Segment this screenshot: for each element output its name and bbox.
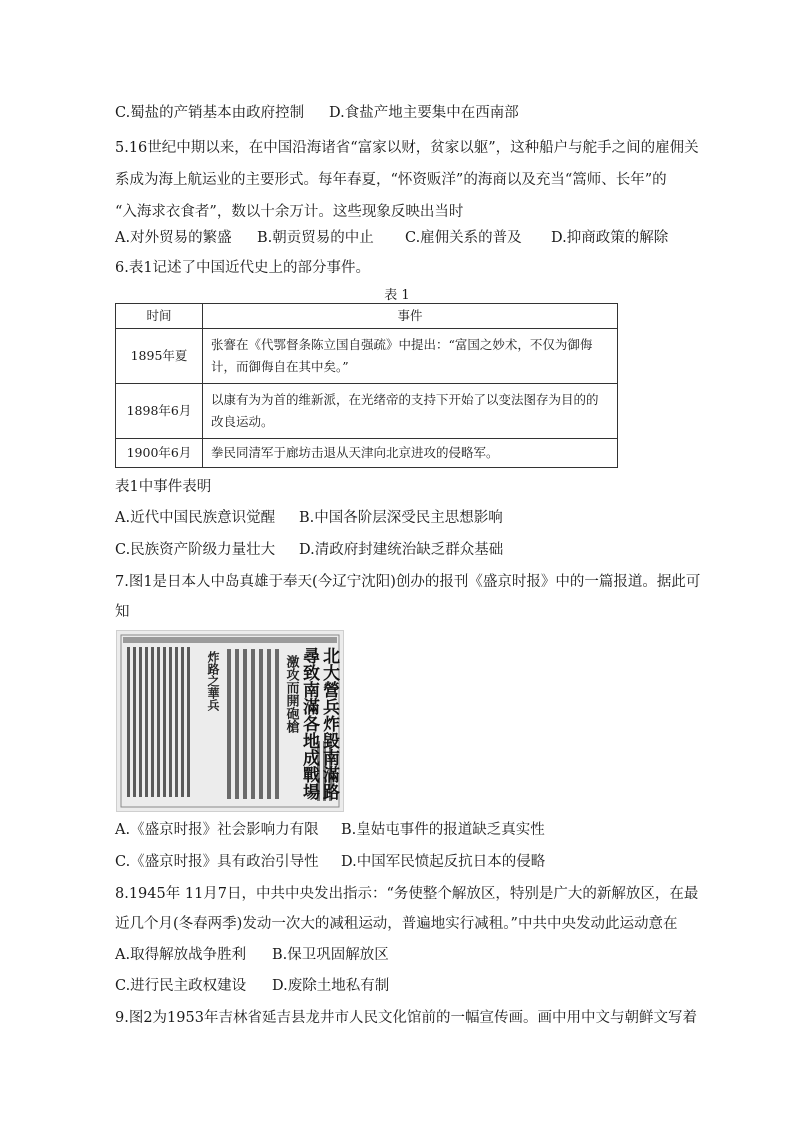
- q5-stem-line-2: 系成为海上航运业的主要形式。每年春夏，“怀资贩洋”的海商以及充当“篙师、长年”的: [115, 172, 667, 188]
- q7-options-ab: [115, 820, 545, 840]
- headline-1: 北大營兵炸毀南滿路: [319, 647, 339, 800]
- table-cell-event: 拳民同清军于廊坊击退从天津向北京进攻的侵略军。: [203, 439, 618, 468]
- q6-options-ab: [115, 508, 503, 528]
- table-cell-event: 张謇在《代鄂督条陈立国自强疏》中提出：“富国之妙术，不仅为御侮计，而御侮自在其中矣。”: [203, 329, 618, 384]
- q7-option-c: C.《盛京时报》具有政治引导性: [115, 854, 319, 870]
- q8-option-d: D.废除土地私有制: [272, 978, 390, 994]
- q8-stem-line-2: 近几个月(冬春两季)发动一次大的减租运动，普遍地实行减租。”中共中央发动此运动意在: [115, 916, 678, 932]
- q7-stem-line-2: 知: [115, 604, 130, 620]
- q5-option-d: D.抑商政策的解除: [551, 230, 669, 246]
- table-header-time: 时间: [116, 304, 203, 329]
- table-cell-time: 1900年6月: [116, 439, 203, 468]
- q5-stem-line-1: 5.16世纪中期以来，在中国沿海诸省“富家以财，贫家以躯”，这种船户与舵手之间的雇佣关: [115, 140, 699, 156]
- q9-stem-line-1: 9.图2为1953年吉林省延吉县龙井市人民文化馆前的一幅宣传画。画中用中文与朝鲜文写着: [115, 1010, 697, 1026]
- q6-option-b: B.中国各阶层深受民主思想影响: [299, 510, 503, 526]
- q5-option-b: B.朝贡贸易的中止: [257, 230, 374, 246]
- q8-option-c: C.进行民主政权建设: [115, 978, 247, 994]
- q7-option-b: B.皇姑屯事件的报道缺乏真实性: [341, 822, 545, 838]
- q6-options-cd: [115, 540, 503, 560]
- table-row: [116, 439, 618, 468]
- events-table: [115, 303, 618, 468]
- table-header-event: 事件: [203, 304, 618, 329]
- table-caption: 表 1: [384, 288, 410, 303]
- table-cell-time: 1895年夏: [116, 329, 203, 384]
- table-cell-event: 以康有为为首的维新派，在光绪帝的支持下开始了以变法图存为目的的改良运动。: [203, 384, 618, 439]
- q8-option-a: A.取得解放战争胜利: [115, 947, 247, 963]
- q7-stem-line-1: 7.图1是日本人中岛真雄于奉天(今辽宁沈阳)创办的报刊《盛京时报》中的一篇报道。据此可: [115, 574, 701, 590]
- q5-stem-line-3: “入海求衣食者”，数以十余万计。这些现象反映出当时: [115, 204, 464, 220]
- table-row: [116, 384, 618, 439]
- q8-stem-line-1: 8.1945年 11月7日，中共中央发出指示：“务使整个解放区，特别是广大的新解放区，在最: [115, 886, 699, 902]
- q4-option-d: D.食盐产地主要集中在西南部: [329, 105, 519, 121]
- q6-option-a: A.近代中国民族意识觉醒: [115, 510, 276, 526]
- q7-option-d: D.中国军民愤起反抗日本的侵略: [341, 854, 546, 870]
- headline-2: 尋致南滿各地成戰場: [299, 647, 319, 800]
- q7-options-cd: [115, 852, 545, 872]
- subheadline-2: 炸路之華兵: [206, 651, 220, 711]
- q8-options-cd: [115, 976, 389, 996]
- q5-option-a: A.对外贸易的繁盛: [115, 230, 232, 246]
- subheadline-1: 激攻而開砲槍: [283, 655, 299, 733]
- q4-options-cd: [115, 103, 519, 123]
- newspaper-scan: [117, 631, 343, 811]
- q8-option-b: B.保卫巩固解放区: [272, 947, 389, 963]
- table-cell-time: 1898年6月: [116, 384, 203, 439]
- table-row: [116, 329, 618, 384]
- q5-option-c: C.雇佣关系的普及: [405, 230, 522, 246]
- q7-option-a: A.《盛京时报》社会影响力有限: [115, 822, 319, 838]
- q6-stem: 6.表1记述了中国近代史上的部分事件。: [115, 260, 371, 276]
- q6-option-c: C.民族资产阶级力量壮大: [115, 542, 276, 558]
- q6-after-table: 表1中事件表明: [115, 479, 212, 495]
- q6-option-d: D.清政府封建统治缺乏群众基础: [299, 542, 504, 558]
- newspaper-clipping-image: [116, 630, 344, 812]
- q8-options-ab: [115, 945, 389, 965]
- q4-option-c: C.蜀盐的产销基本由政府控制: [115, 105, 305, 121]
- q5-options: [115, 228, 668, 248]
- table-header-row: [116, 304, 618, 329]
